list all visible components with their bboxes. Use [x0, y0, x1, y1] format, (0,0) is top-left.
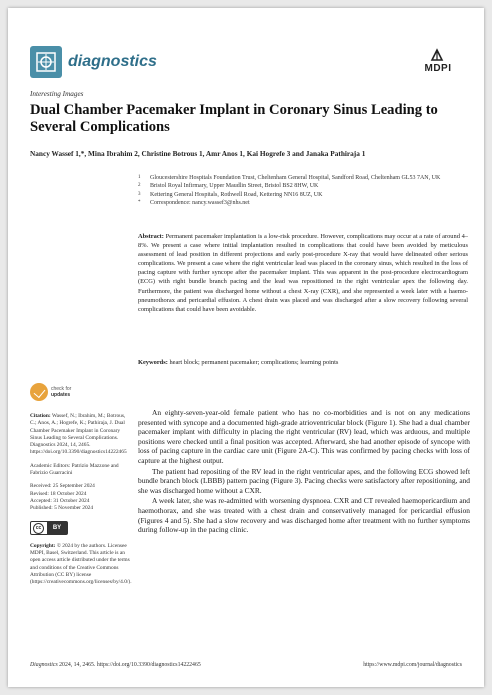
keywords-label: Keywords:	[138, 359, 168, 366]
body-paragraph: The patient had repositing of the RV lead in the right ventricular apes, and the following ECG showed left bundle branch block (LBBB) pattern pacing (Figure 3). Pacing checks were satisfactory after repositioning, and she was discharged home without a CXR.	[138, 466, 470, 495]
abstract-label: Abstract:	[138, 233, 164, 240]
journal-url-link[interactable]: https://www.mdpi.com/journal/diagnostics	[363, 662, 462, 668]
article-title: Dual Chamber Pacemaker Implant in Coronary Sinus Leading to Several Complications	[30, 102, 438, 135]
accepted-date: Accepted: 31 October 2024	[30, 497, 90, 504]
page-footer	[30, 662, 462, 668]
abstract	[138, 232, 468, 314]
abstract-text: Permanent pacemaker implantation is a low-risk procedure. However, complications may occur at a rate of around 4–8%. We present a case where initial implantation resulted in complications that could have been avoided by meticulous assessment of lead position in different projections and early post-procedure X-ray that would have delineated other serious complications. We present a case where the right ventricular lead was placed in the coronary sinus, which resulted in the loss of pacing capture with further syncope after the pacemaker implant. This was apparent in the post-procedure electrocardiogram (ECG) with right bundle branch pacing and the lead was repositioned in the right ventricular apex the following day. Furthermore, the patient was discharged home without a chest X-ray (CXR), and she represented a week later with a haemo-pneumothorax and pericardial effusion. A chest drain was placed and was discharged after a slow recovery following several complications that could have been avoidable.	[138, 233, 468, 313]
affiliation-item: 1 Gloucestershire Hospitals Foundation Trust, Cheltenham General Hospital, Sandford Road, Cheltenham GL53 7AN, UK	[138, 175, 441, 181]
check-updates-icon	[30, 383, 48, 401]
journal-name: diagnostics	[68, 53, 157, 70]
article-page	[8, 8, 484, 687]
cc-icon: cc	[33, 523, 44, 534]
publisher-name: MDPI	[424, 63, 452, 74]
body-paragraph: An eighty-seven-year-old female patient who has no co-morbidities and is not on any medications presented with syncope and a documented high-grade atrioventricular block (Figure 1). She had a dual chamber pacemaker implant with difficulty in placing the right ventricular (RV) lead, which was arduous, and multiple positions were checked until a final position was accepted. Afterward, she had another episode of syncope with loss of pacing capture in the cardiac care unit (Figure 2A-C). This was confirmed by pacing checks with loss of capture at the highest output.	[138, 408, 470, 465]
keywords-text: heart block; permanent pacemaker; complications; learning points	[169, 359, 339, 366]
academic-editors: Academic Editors: Patrizio Mazzone and Fabrizio Guarracini	[30, 462, 119, 477]
correspondence: * Correspondence: nancy.wassef3@nhs.net	[138, 200, 250, 207]
check-for-updates-button[interactable]: check for updates	[30, 383, 90, 407]
history-dates	[30, 483, 130, 512]
cc-by-license-badge[interactable]: cc BY	[30, 521, 68, 535]
article-sidebar	[30, 383, 130, 593]
footer-citation: Diagnostics 2024, 14, 2465. https://doi.org/10.3390/diagnostics14222465	[30, 662, 201, 668]
affiliation-item: 3 Kettering General Hospitals, Rothwell Road, Kettering NN16 8UZ, UK	[138, 191, 323, 198]
published-date: Published: 5 November 2024	[30, 505, 94, 512]
affiliation-item: 2 Bristol Royal Infirmary, Upper Maudlin Street, Bristol BS2 8HW, UK	[138, 183, 319, 190]
journal-logo-icon	[30, 46, 62, 78]
body-paragraph: A week later, she was re-admitted with worsening dyspnoea. CXR and CT revealed haemopericardium and haemothorax, and she was treated with a chest drain and conservatively managed for pericardial effusion (Figures 4 and 5). She had a slow recovery and was discharged home after treatment with no further symptoms during follow-up in the pacing clinic.	[138, 496, 470, 535]
keywords	[138, 358, 468, 367]
mdpi-mark-icon	[430, 48, 444, 62]
copyright: Copyright: © 2024 by the authors. Licensee MDPI, Basel, Switzerland. This article is an open access article distributed under the terms and conditions of the Creative Commons Attribution (CC BY) license (https://creativecommons.org/licenses/by/4.0/).	[30, 542, 132, 586]
article-body	[138, 408, 470, 536]
author-list: Nancy Wassef 1,*, Mina Ibrahim 2, Christine Botrous 1, Amr Anos 1, Kai Hogrefe 3 and Janaka Pathiraja 1	[30, 149, 366, 158]
journal-header	[30, 46, 462, 80]
citation: Citation: Wassef, N.; Ibrahim, M.; Botrous, C.; Anos, A.; Hogrefe, K.; Pathiraja, J. Dual Chamber Pacemaker Implant in Coronary Sinus Leading to Several Complications. Diagnostics 2024, 14, 2465. https://doi.org/10.3390/diagnostics14222465	[30, 413, 127, 456]
revised-date: Revised: 18 October 2024	[30, 490, 87, 497]
article-category: Interesting Images	[30, 90, 84, 98]
affiliations	[138, 174, 468, 208]
received-date: Received: 25 September 2024	[30, 483, 95, 490]
publisher-logo	[416, 48, 460, 78]
